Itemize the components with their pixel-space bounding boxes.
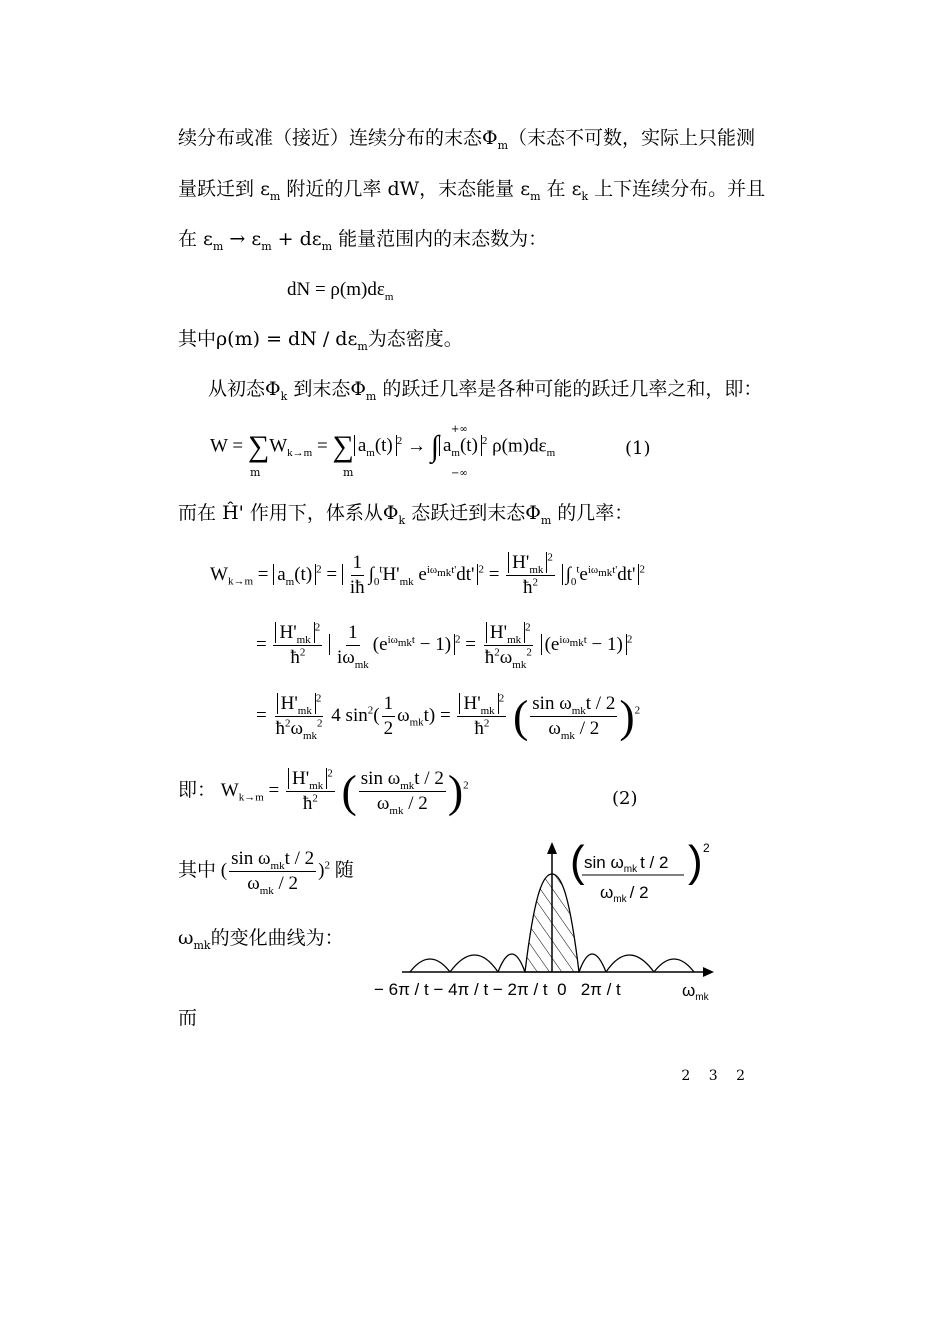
x-axis-label: $\omega_{mk}$ <box>682 981 709 1003</box>
trailing-character: 而 <box>178 1007 198 1029</box>
sinc-squared-figure <box>370 838 720 1003</box>
derivation-line-1: $W_{k\to m} = a_m(t) ^2$ = $\frac{1}{iħ}$ $\int_0^tH'_{mk}$ $e^{i\omega_{mk}t'}dt'$ $^2$ = $\frac{H'_{mk}^2}{ħ^2}$ $\int_0^te^{i\omega_{mk}t'}dt'$ $^2$ <box>210 551 645 598</box>
equation-dN: dN = $\rho(m)d\varepsilon_m$ <box>287 279 394 303</box>
svg-text:): ) <box>688 838 703 886</box>
side-lobe-left-2 <box>450 955 498 972</box>
equation-number-2: (2) <box>612 788 638 809</box>
svg-text:(: ( <box>570 838 585 886</box>
side-lobe-right-1 <box>579 954 606 972</box>
paragraph-line-3: 在 $\varepsilon_m \to \varepsilon_m + d\varepsilon_m$ 能量范围内的末态数为： <box>178 228 548 253</box>
derivation-line-2: = $\frac{H'_{mk}^2}{ħ^2}$ $\frac{1}{i\omega_{mk}}$ $(e^{i\omega_{mk}t} - 1) ^2$ = $\frac{H'_{mk}^2}{ħ^2\omega_{mk}^2}$ $(e^{i\omega_{mk}t} - 1)$ $^2$ <box>256 621 633 671</box>
paragraph-line-1: 续分布或准（接近）连续分布的末态$\Phi_m$（末态不可数，实际上只能测 <box>178 127 756 152</box>
equation-1: $W = \sum W_{k\to m}$ = ∑ $a_m(t) ^2$ → ∫ $a_m(t)$ $^2$ $\rho(m)d\varepsilon_m$ <box>210 430 556 463</box>
density-of-states-line: 其中ρ(m) = dN / $d\varepsilon_m$为态密度。 <box>178 328 463 353</box>
paragraph-transition-sum: 从初态$\Phi_k$ 到末态$\Phi_m$ 的跃迁几率是各种可能的跃迁几率之和，即： <box>208 378 763 403</box>
equation-number-1: (1) <box>625 438 651 459</box>
side-lobe-right-3 <box>654 959 694 972</box>
x-axis-tick-labels: − 6π / t − 4π / t − 2π / t 0 2π / t <box>374 980 621 999</box>
main-lobe <box>525 874 579 972</box>
paragraph-line-2: 量跃迁到 $\varepsilon_m$ 附近的几率 dW，末态能量 $\varepsilon_m$ 在 $\varepsilon_k$ 上下连续分布。并且 <box>178 178 766 203</box>
side-lobe-left-1 <box>498 954 525 972</box>
svg-text:sin ωmkt / 2: $\sin \omega_{mk}$ t / 2 <box>584 853 669 875</box>
y-axis-arrow-icon <box>547 842 557 854</box>
page-number: 2 3 2 <box>681 1068 752 1084</box>
paragraph-perturbation: 而在 Ĥ' 作用下，体系从$\Phi_k$ 态跃迁到末态$\Phi_m$ 的几率： <box>178 502 634 527</box>
figure-caption-lead: 其中 ( $\frac{\sin \omega_{mk}t / 2}{\omega_{mk} / 2}$ )$^2$ 随 <box>178 848 354 897</box>
side-lobe-right-2 <box>606 955 654 972</box>
figure-caption-tail: $\omega_{mk}$的变化曲线为： <box>178 927 344 952</box>
x-axis-arrow-icon <box>703 967 714 977</box>
derivation-line-3: = $\frac{H'_{mk}^2}{ħ^2\omega_{mk}^2}$ 4 $\sin^2$( $\frac{1}{2}$ $\omega_{mk}t$) = $\frac{H'_{mk}^2}{ħ^2}$ ( $\frac{\sin \omega_{mk}t / 2}{\omega_{mk} / 2}$ )$^2$ <box>256 690 641 742</box>
equation-2: 即： $W_{k\to m}$ = $\frac{H'_{mk}^2}{ħ^2}$ ( $\frac{\sin \omega_{mk}t / 2}{\omega_{mk} / 2}$ )$^2$ <box>178 765 469 817</box>
svg-text:2: 2 <box>703 841 710 855</box>
side-lobe-left-3 <box>410 959 450 972</box>
svg-text:ωmk/ 2: $\omega_{mk} / 2$ <box>600 883 649 905</box>
